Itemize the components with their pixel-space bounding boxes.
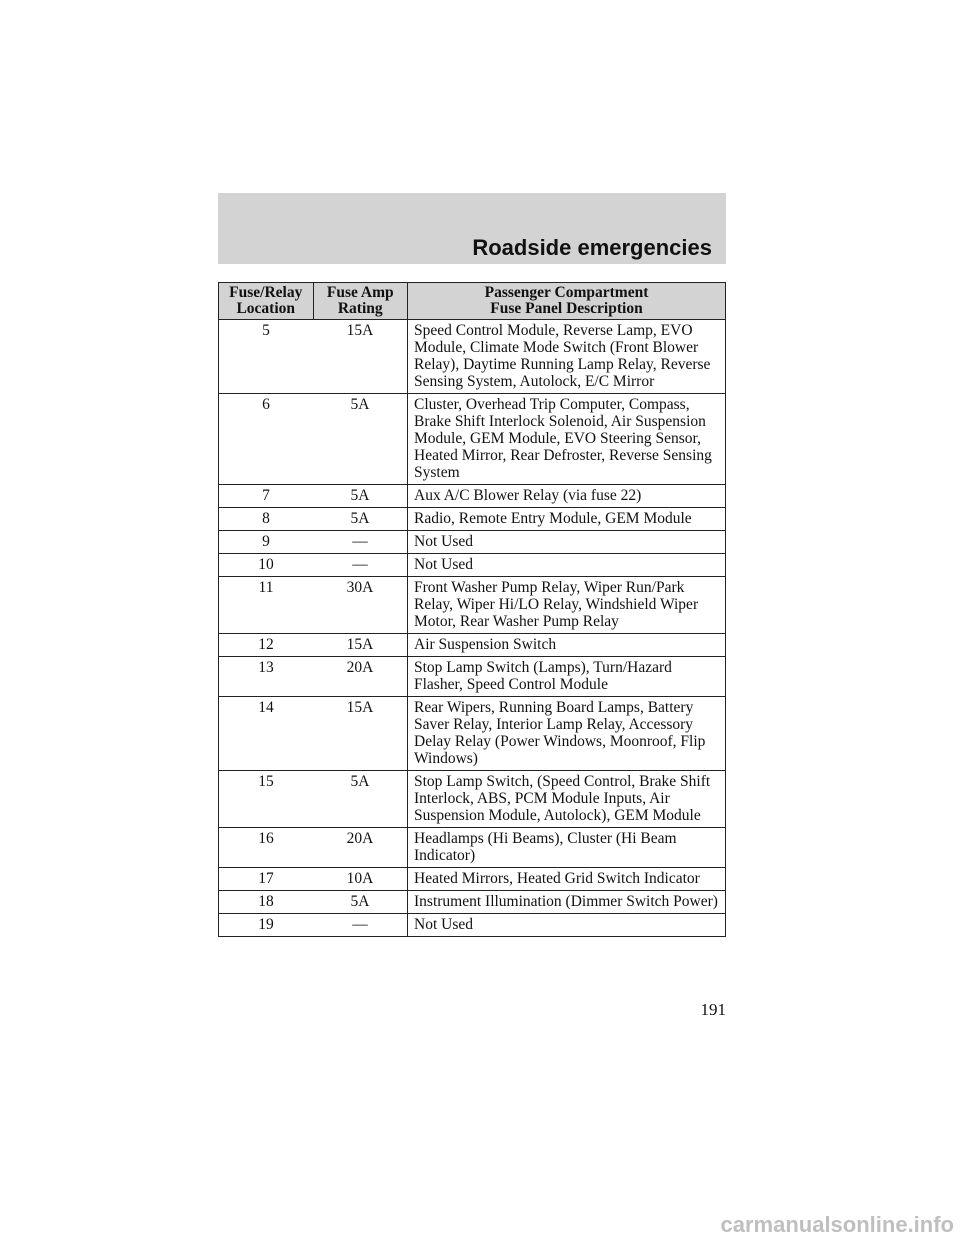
- fuse-rating-cell: 15A: [313, 634, 408, 657]
- table-row: [219, 394, 726, 485]
- fuse-description-cell: Headlamps (Hi Beams), Cluster (Hi Beam Indicator): [408, 828, 726, 868]
- table-row: [219, 914, 726, 937]
- table-header-row: [219, 283, 726, 320]
- fuse-location-cell: 18: [219, 891, 314, 914]
- fuse-rating-cell: 10A: [313, 868, 408, 891]
- table-row: [219, 485, 726, 508]
- fuse-description-cell: Not Used: [408, 554, 726, 577]
- page-number: 191: [700, 1000, 726, 1019]
- fuse-rating-cell: 5A: [313, 508, 408, 531]
- fuse-rating-cell: 5A: [313, 485, 408, 508]
- table-row: [219, 891, 726, 914]
- fuse-rating-cell: —: [313, 554, 408, 577]
- table-row: [219, 508, 726, 531]
- fuse-location-cell: 11: [219, 577, 314, 634]
- table-row: [219, 657, 726, 697]
- fuse-description-cell: Stop Lamp Switch, (Speed Control, Brake Shift Interlock, ABS, PCM Module Inputs, Air Suspension Module, Autolock), GEM Module: [408, 771, 726, 828]
- fuse-location-cell: 15: [219, 771, 314, 828]
- fuse-description-cell: Not Used: [408, 914, 726, 937]
- fuse-description-cell: Radio, Remote Entry Module, GEM Module: [408, 508, 726, 531]
- column-header-rating: Fuse Amp Rating: [313, 283, 408, 320]
- section-title: Roadside emergencies: [472, 235, 712, 260]
- fuse-location-cell: 19: [219, 914, 314, 937]
- fuse-description-cell: Speed Control Module, Reverse Lamp, EVO Module, Climate Mode Switch (Front Blower Relay), Daytime Running Lamp Relay, Reverse Sensing System, Autolock, E/C Mirror: [408, 320, 726, 394]
- table-row: [219, 531, 726, 554]
- fuse-description-cell: Rear Wipers, Running Board Lamps, Battery Saver Relay, Interior Lamp Relay, Accessory Delay Relay (Power Windows, Moonroof, Flip Windows): [408, 697, 726, 771]
- fuse-location-cell: 8: [219, 508, 314, 531]
- fuse-rating-cell: 5A: [313, 771, 408, 828]
- fuse-location-cell: 7: [219, 485, 314, 508]
- table-row: [219, 554, 726, 577]
- table-row: [219, 697, 726, 771]
- fuse-location-cell: 14: [219, 697, 314, 771]
- fuse-location-cell: 17: [219, 868, 314, 891]
- column-header-description: Passenger Compartment Fuse Panel Description: [408, 283, 726, 320]
- fuse-description-cell: Not Used: [408, 531, 726, 554]
- fuse-location-cell: 9: [219, 531, 314, 554]
- fuse-location-cell: 6: [219, 394, 314, 485]
- fuse-description-cell: Instrument Illumination (Dimmer Switch Power): [408, 891, 726, 914]
- section-header: [218, 193, 726, 264]
- column-header-location: Fuse/Relay Location: [219, 283, 314, 320]
- fuse-rating-cell: 5A: [313, 394, 408, 485]
- fuse-location-cell: 13: [219, 657, 314, 697]
- fuse-location-cell: 16: [219, 828, 314, 868]
- fuse-rating-cell: 30A: [313, 577, 408, 634]
- table-row: [219, 828, 726, 868]
- fuse-description-cell: Heated Mirrors, Heated Grid Switch Indicator: [408, 868, 726, 891]
- fuse-location-cell: 5: [219, 320, 314, 394]
- fuse-rating-cell: —: [313, 531, 408, 554]
- fuse-rating-cell: 20A: [313, 657, 408, 697]
- fuse-rating-cell: 15A: [313, 320, 408, 394]
- table-row: [219, 868, 726, 891]
- fuse-rating-cell: —: [313, 914, 408, 937]
- table-body: [219, 320, 726, 937]
- table-row: [219, 634, 726, 657]
- fuse-description-cell: Cluster, Overhead Trip Computer, Compass, Brake Shift Interlock Solenoid, Air Suspension Module, GEM Module, EVO Steering Sensor, Heated Mirror, Rear Defroster, Reverse Sensing System: [408, 394, 726, 485]
- table-row: [219, 320, 726, 394]
- fuse-description-cell: Stop Lamp Switch (Lamps), Turn/Hazard Flasher, Speed Control Module: [408, 657, 726, 697]
- table-row: [219, 577, 726, 634]
- watermark: carmanualsonline.info: [720, 1212, 954, 1237]
- fuse-location-cell: 12: [219, 634, 314, 657]
- fuse-rating-cell: 5A: [313, 891, 408, 914]
- fuse-rating-cell: 20A: [313, 828, 408, 868]
- table-row: [219, 771, 726, 828]
- fuse-location-cell: 10: [219, 554, 314, 577]
- fuse-table: [218, 282, 726, 937]
- fuse-rating-cell: 15A: [313, 697, 408, 771]
- fuse-description-cell: Air Suspension Switch: [408, 634, 726, 657]
- fuse-description-cell: Front Washer Pump Relay, Wiper Run/Park Relay, Wiper Hi/LO Relay, Windshield Wiper Motor, Rear Washer Pump Relay: [408, 577, 726, 634]
- fuse-description-cell: Aux A/C Blower Relay (via fuse 22): [408, 485, 726, 508]
